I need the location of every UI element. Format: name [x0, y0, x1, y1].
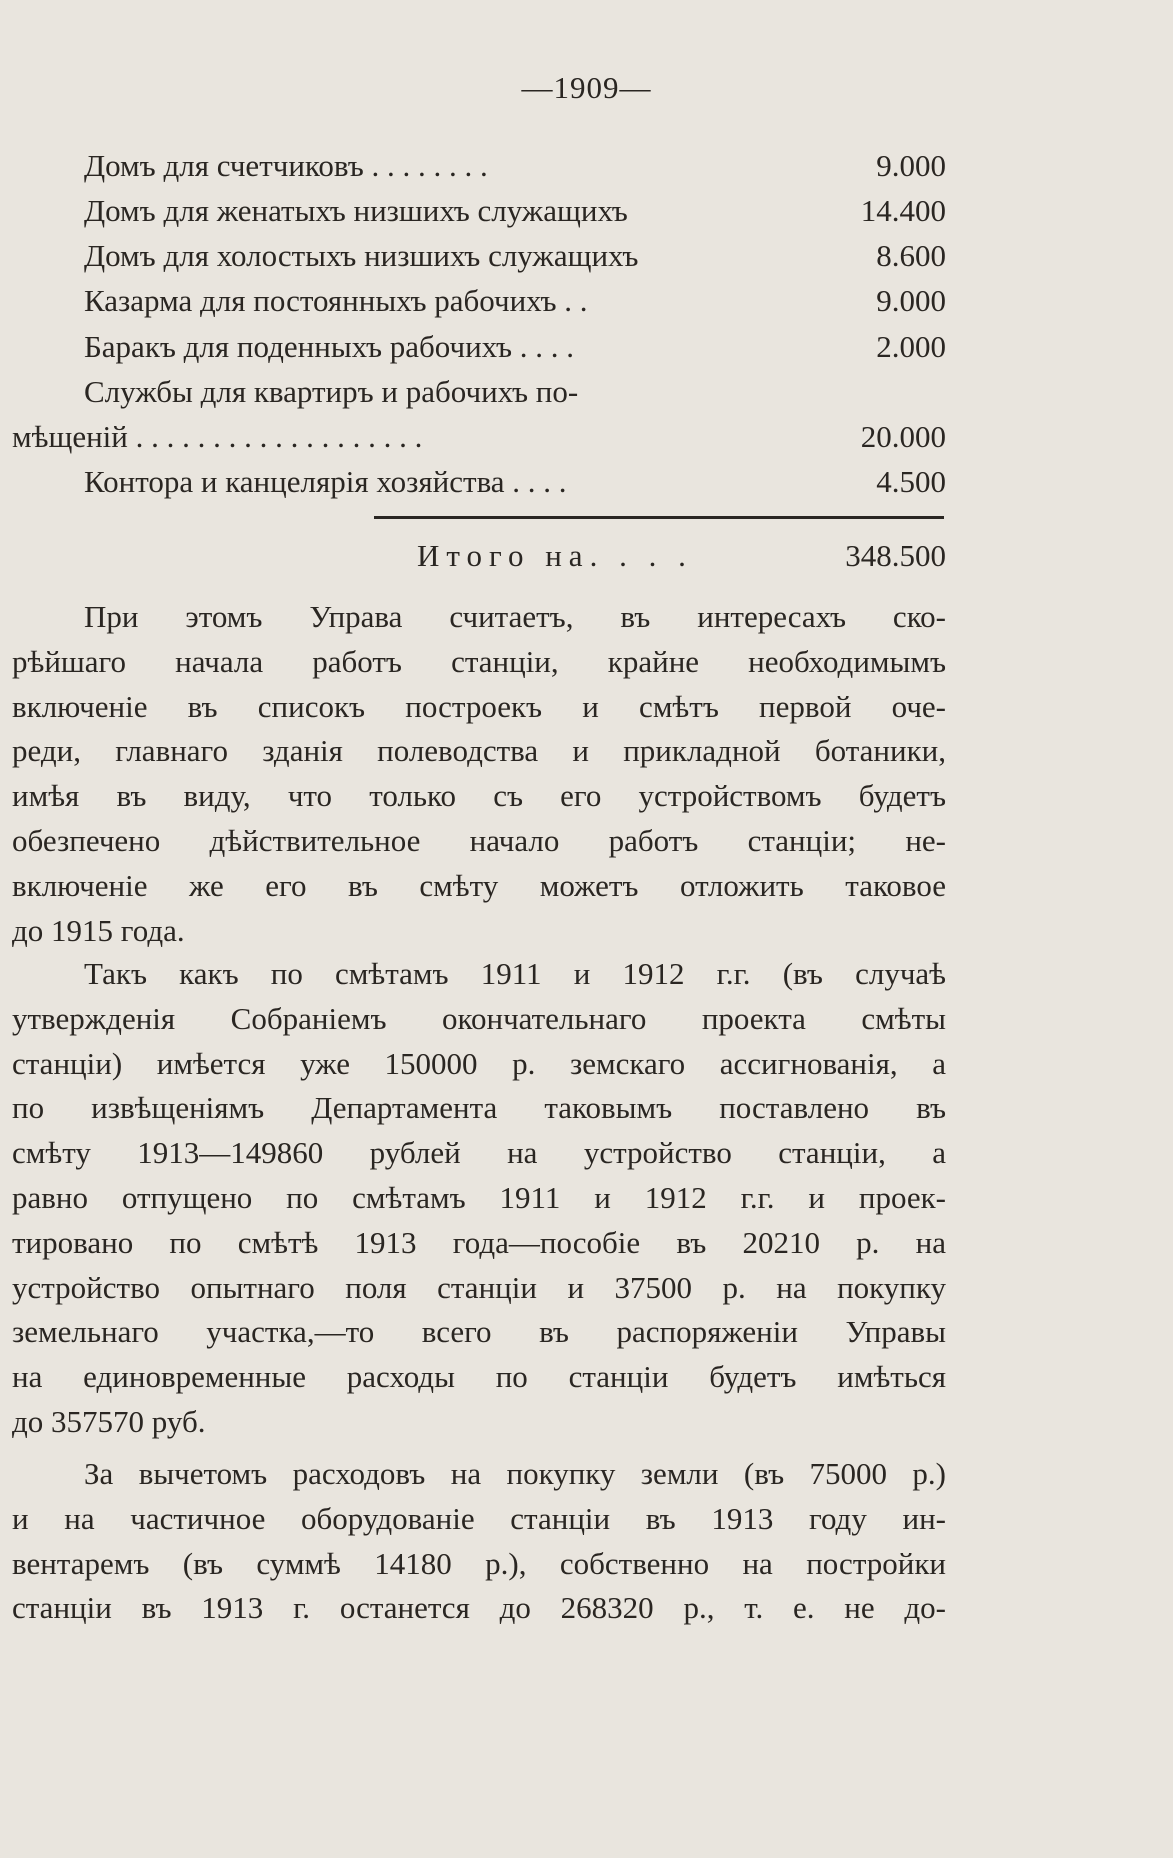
- text-line: При этомъ Управа считаетъ, въ интересахъ ско-: [84, 599, 946, 634]
- paragraph: [12, 952, 946, 1445]
- text-line: обезпечено дѣйствительное начало работъ станціи; не-: [12, 822, 946, 858]
- text-line: утвержденія Собраніемъ окончательнаго проекта смѣты: [12, 1000, 946, 1036]
- cost-item-label: Баракъ для поденныхъ рабочихъ . . . .: [84, 329, 575, 364]
- cost-item-label: Казарма для постоянныхъ рабочихъ . .: [84, 283, 588, 318]
- cost-item-amount: 14.400: [860, 193, 946, 228]
- text-line: на единовременные расходы по станціи будетъ имѣться: [12, 1359, 946, 1395]
- total-label: Итого на. . . .: [417, 538, 693, 573]
- text-line: рѣйшаго начала работъ станціи, крайне необходимымъ: [12, 643, 946, 679]
- paragraph: [12, 595, 946, 953]
- cost-item-label: Домъ для счетчиковъ . . . . . . . .: [84, 148, 488, 183]
- text-line: равно отпущено по смѣтамъ 1911 и 1912 г.г. и проек-: [12, 1179, 946, 1215]
- text-line: до 357570 руб.: [12, 1403, 206, 1439]
- cost-item-amount: 8.600: [876, 238, 946, 273]
- cost-item: [84, 189, 946, 233]
- text-line: За вычетомъ расходовъ на покупку земли (въ 75000 р.): [84, 1456, 946, 1491]
- text-line: до 1915 года.: [12, 912, 185, 948]
- cost-item-amount: 2.000: [876, 329, 946, 364]
- text-line: и на частичное оборудованіе станціи въ 1913 году ин-: [12, 1500, 946, 1536]
- page-number: —1909—: [521, 70, 652, 105]
- cost-item-amount: 9.000: [876, 148, 946, 183]
- cost-item: [84, 234, 946, 278]
- cost-item-label: Домъ для женатыхъ низшихъ служащихъ: [84, 193, 628, 228]
- cost-item-amount: 20.000: [860, 419, 946, 454]
- cost-item: [84, 460, 946, 504]
- text-line: Такъ какъ по смѣтамъ 1911 и 1912 г.г. (въ случаѣ: [84, 956, 946, 991]
- text-line: по извѣщеніямъ Департамента таковымъ поставлено въ: [12, 1090, 946, 1126]
- cost-item: [84, 144, 946, 188]
- cost-item-amount: 4.500: [876, 464, 946, 499]
- text-line: земельнаго участка,—то всего въ распоряженіи Управы: [12, 1314, 946, 1350]
- cost-item-label: Домъ для холостыхъ низшихъ служащихъ: [84, 238, 639, 273]
- paragraph: [12, 1452, 946, 1631]
- text-line: вентаремъ (въ суммѣ 14180 р.), собственно на постройки: [12, 1545, 946, 1581]
- cost-item: [84, 325, 946, 369]
- total-amount: 348.500: [845, 538, 946, 573]
- cost-item: [12, 415, 946, 459]
- text-line: смѣту 1913—149860 рублей на устройство станціи, а: [12, 1135, 946, 1171]
- total-rule: [374, 516, 944, 519]
- text-line: реди, главнаго зданія полеводства и прикладной ботаники,: [12, 733, 946, 769]
- text-line: включеніе же его въ смѣту можетъ отложить таковое: [12, 867, 946, 903]
- cost-item: [84, 279, 946, 323]
- text-line: включеніе въ списокъ построекъ и смѣтъ первой оче-: [12, 688, 946, 724]
- cost-item-label: Контора и канцелярія хозяйства . . . .: [84, 464, 567, 499]
- text-line: станціи въ 1913 г. останется до 268320 р., т. е. не до-: [12, 1590, 946, 1626]
- cost-item-label: мѣщеній . . . . . . . . . . . . . . . . . . .: [12, 419, 423, 454]
- text-line: имѣя въ виду, что только съ его устройствомъ будетъ: [12, 778, 946, 814]
- cost-item-label: Службы для квартиръ и рабочихъ по-: [84, 374, 579, 409]
- cost-item: [84, 370, 946, 414]
- text-line: тировано по смѣтѣ 1913 года—пособіе въ 20210 р. на: [12, 1224, 946, 1260]
- cost-item-amount: 9.000: [876, 283, 946, 318]
- text-line: устройство опытнаго поля станціи и 37500 р. на покупку: [12, 1269, 946, 1305]
- text-line: станціи) имѣется уже 150000 р. земскаго ассигнованія, а: [12, 1045, 946, 1081]
